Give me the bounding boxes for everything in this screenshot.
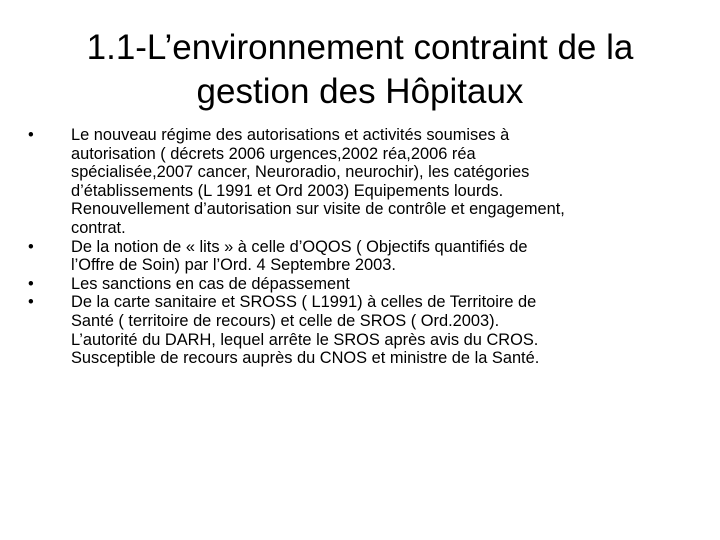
bullet-line: l’Offre de Soin) par l’Ord. 4 Septembre 2003. <box>71 256 396 275</box>
bullet-line: Renouvellement d’autorisation sur visite de contrôle et engagement, <box>71 200 565 219</box>
bullet-item-2 <box>28 238 700 275</box>
bullet-line: d’établissements (L 1991 et Ord 2003) Equipements lourds. <box>71 181 504 200</box>
slide-title <box>20 26 700 114</box>
bullet-line: spécialisée,2007 cancer, Neuroradio, neurochir), les catégories <box>71 163 530 182</box>
bullet-list <box>28 126 700 368</box>
bullet-line: Le nouveau régime des autorisations et activités soumises à <box>71 126 510 144</box>
bullet-dot-icon: • <box>28 293 34 312</box>
bullet-item-1 <box>28 126 700 238</box>
bullet-line: L’autorité du DARH, lequel arrête le SROS après avis du CROS. <box>71 330 539 349</box>
bullet-text <box>71 238 700 275</box>
bullet-line: De la notion de « lits » à celle d’OQOS ( Objectifs quantifiés de <box>71 237 528 256</box>
bullet-line: contrat. <box>71 218 126 237</box>
slide-title-line-1: 1.1-L’environnement contraint de la <box>86 28 634 67</box>
bullet-line: Santé ( territoire de recours) et celle de SROS ( Ord.2003). <box>71 311 500 330</box>
bullet-text <box>71 275 700 294</box>
bullet-text <box>71 293 700 367</box>
slide-title-line-2: gestion des Hôpitaux <box>196 72 524 111</box>
bullet-dot-icon: • <box>28 274 34 293</box>
bullet-line: Les sanctions en cas de dépassement <box>71 274 350 293</box>
bullet-dot-icon: • <box>28 237 34 256</box>
bullet-item-3 <box>28 275 700 294</box>
bullet-line: autorisation ( décrets 2006 urgences,2002 réa,2006 réa <box>71 144 476 163</box>
bullet-item-4 <box>28 293 700 367</box>
bullet-dot-icon: • <box>28 126 34 144</box>
bullet-line: Susceptible de recours auprès du CNOS et ministre de la Santé. <box>71 349 540 368</box>
bullet-line: De la carte sanitaire et SROSS ( L1991) à celles de Territoire de <box>71 293 537 312</box>
bullet-text <box>71 126 700 238</box>
